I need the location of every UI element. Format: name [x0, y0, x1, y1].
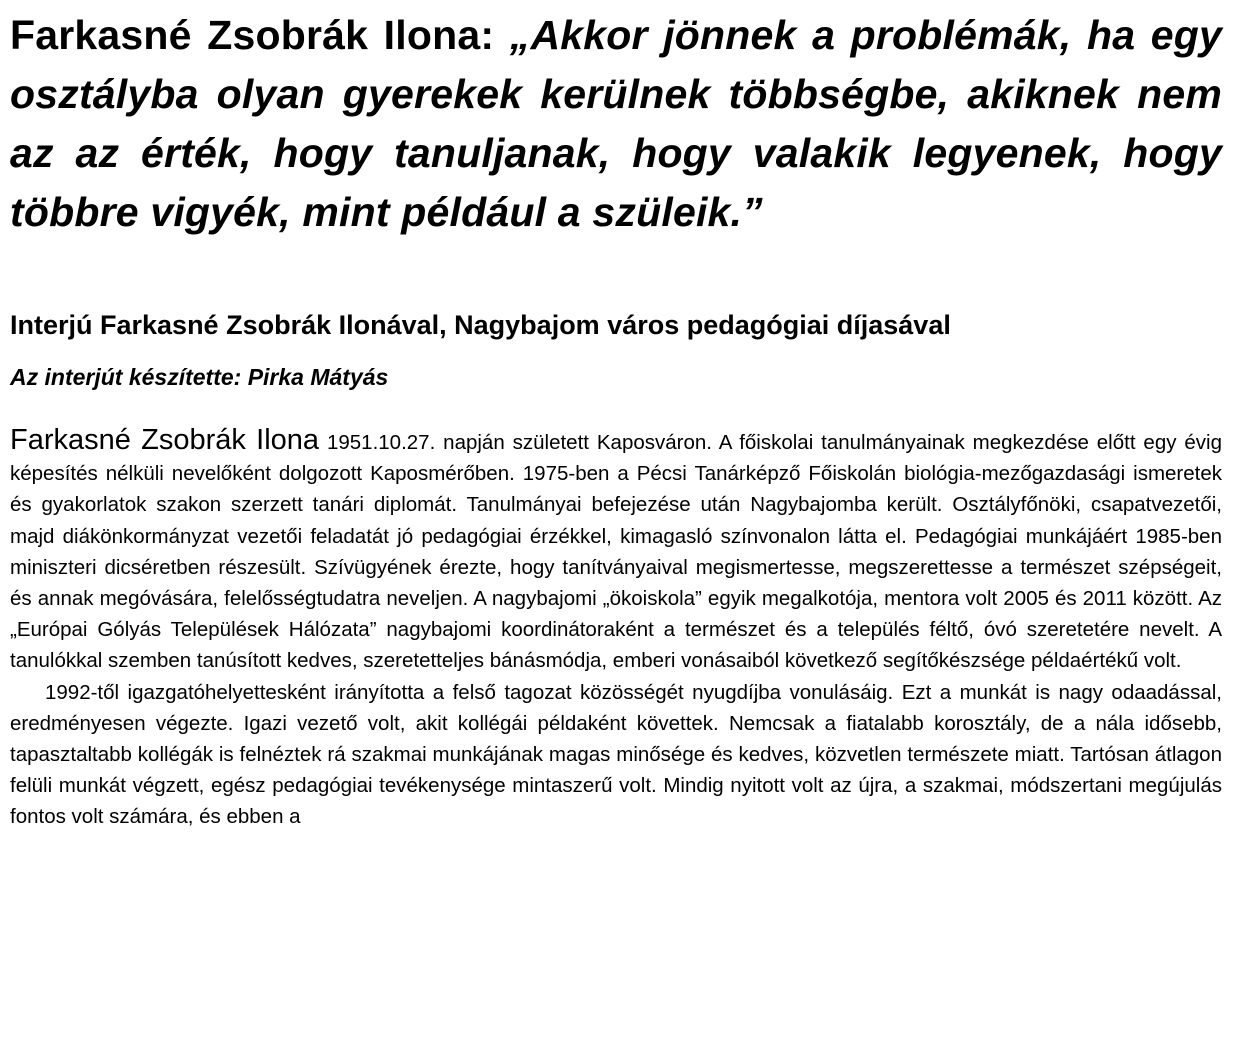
lead-name: Farkasné Zsobrák Ilona — [10, 424, 320, 456]
paragraph-1-text: 1951.10.27. napján született Kaposváron. A főiskolai tanulmányainak megkezdése előtt egy évig képesítés nélküli nevelőként dolgozott Kaposmérőben. 1975-ben a Pécsi Tanárképző Főiskolán biológia-mezőgazdasági ismeretek és gyakorlatok szakon szerzett tanári diplomát. Tanulmányai befejezése után Nagybajomba került. Osztályfőnöki, csapatvezetői, majd diákönkormányzat vezetői feladatát jó pedagógiai érzékkel, kimagasló színvonalon látta el. Pedagógiai munkájáért 1985-ben miniszteri dicséretben részesült. Szívügyének érezte, hogy tanítványaival megismertesse, megszerettesse a természet szépségeit, és annak megóvására, felelősségtudatra neveljen. A nagybajomi „ökoiskola” egyik megalkotója, mentora volt 2005 és 2011 között. Az „Európai Gólyás Települések Hálózata” nagybajomi koordinátoraként a természet és a település féltő, óvó szeretetére nevelt. A tanulókkal szemben tanúsított kedves, szeretetteljes bánásmódja, emberi vonásaiból következő segítőkészsége példaértékű volt. — [10, 431, 1222, 673]
biography-section — [10, 425, 1222, 833]
biography-paragraph-1 — [10, 425, 1222, 677]
article-subtitle: Interjú Farkasné Zsobrák Ilonával, Nagybajom város pedagógiai díjasával — [10, 310, 951, 340]
title-quote: „Akkor jönnek a problémák, ha egy osztályba olyan gyerekek kerülnek többségbe, akiknek nem az az érték, hogy tanuljanak, hogy valakik legyenek, hogy többre vigyék, mint például a szüleik.” — [10, 12, 1222, 235]
paragraph-2-text: 1992-től igazgatóhelyettesként irányította a felső tagozat közösségét nyugdíjba vonulásáig. Ezt a munkát is nagy odaadással, eredményesen végezte. Igazi vezető volt, akit kollégái példaként követtek. Nemcsak a fiatalabb korosztály, de a nála idősebb, tapasztaltabb kollégák is felnéztek rá szakmai munkájának magas minősége és kedves, közvetlen természete miatt. Tartósan átlagon felüli munkát végzett, egész pedagógiai tevékenysége mintaszerű volt. Mindig nyitott volt az újra, a szakmai, módszertani megújulás fontos volt számára, és ebben a — [10, 680, 1222, 829]
interviewer-credit: Az interjút készítette: Pirka Mátyás — [10, 364, 389, 390]
title-author: Farkasné Zsobrák Ilona: — [10, 12, 495, 58]
biography-paragraph-2 — [10, 677, 1222, 833]
article-title — [10, 6, 1222, 242]
